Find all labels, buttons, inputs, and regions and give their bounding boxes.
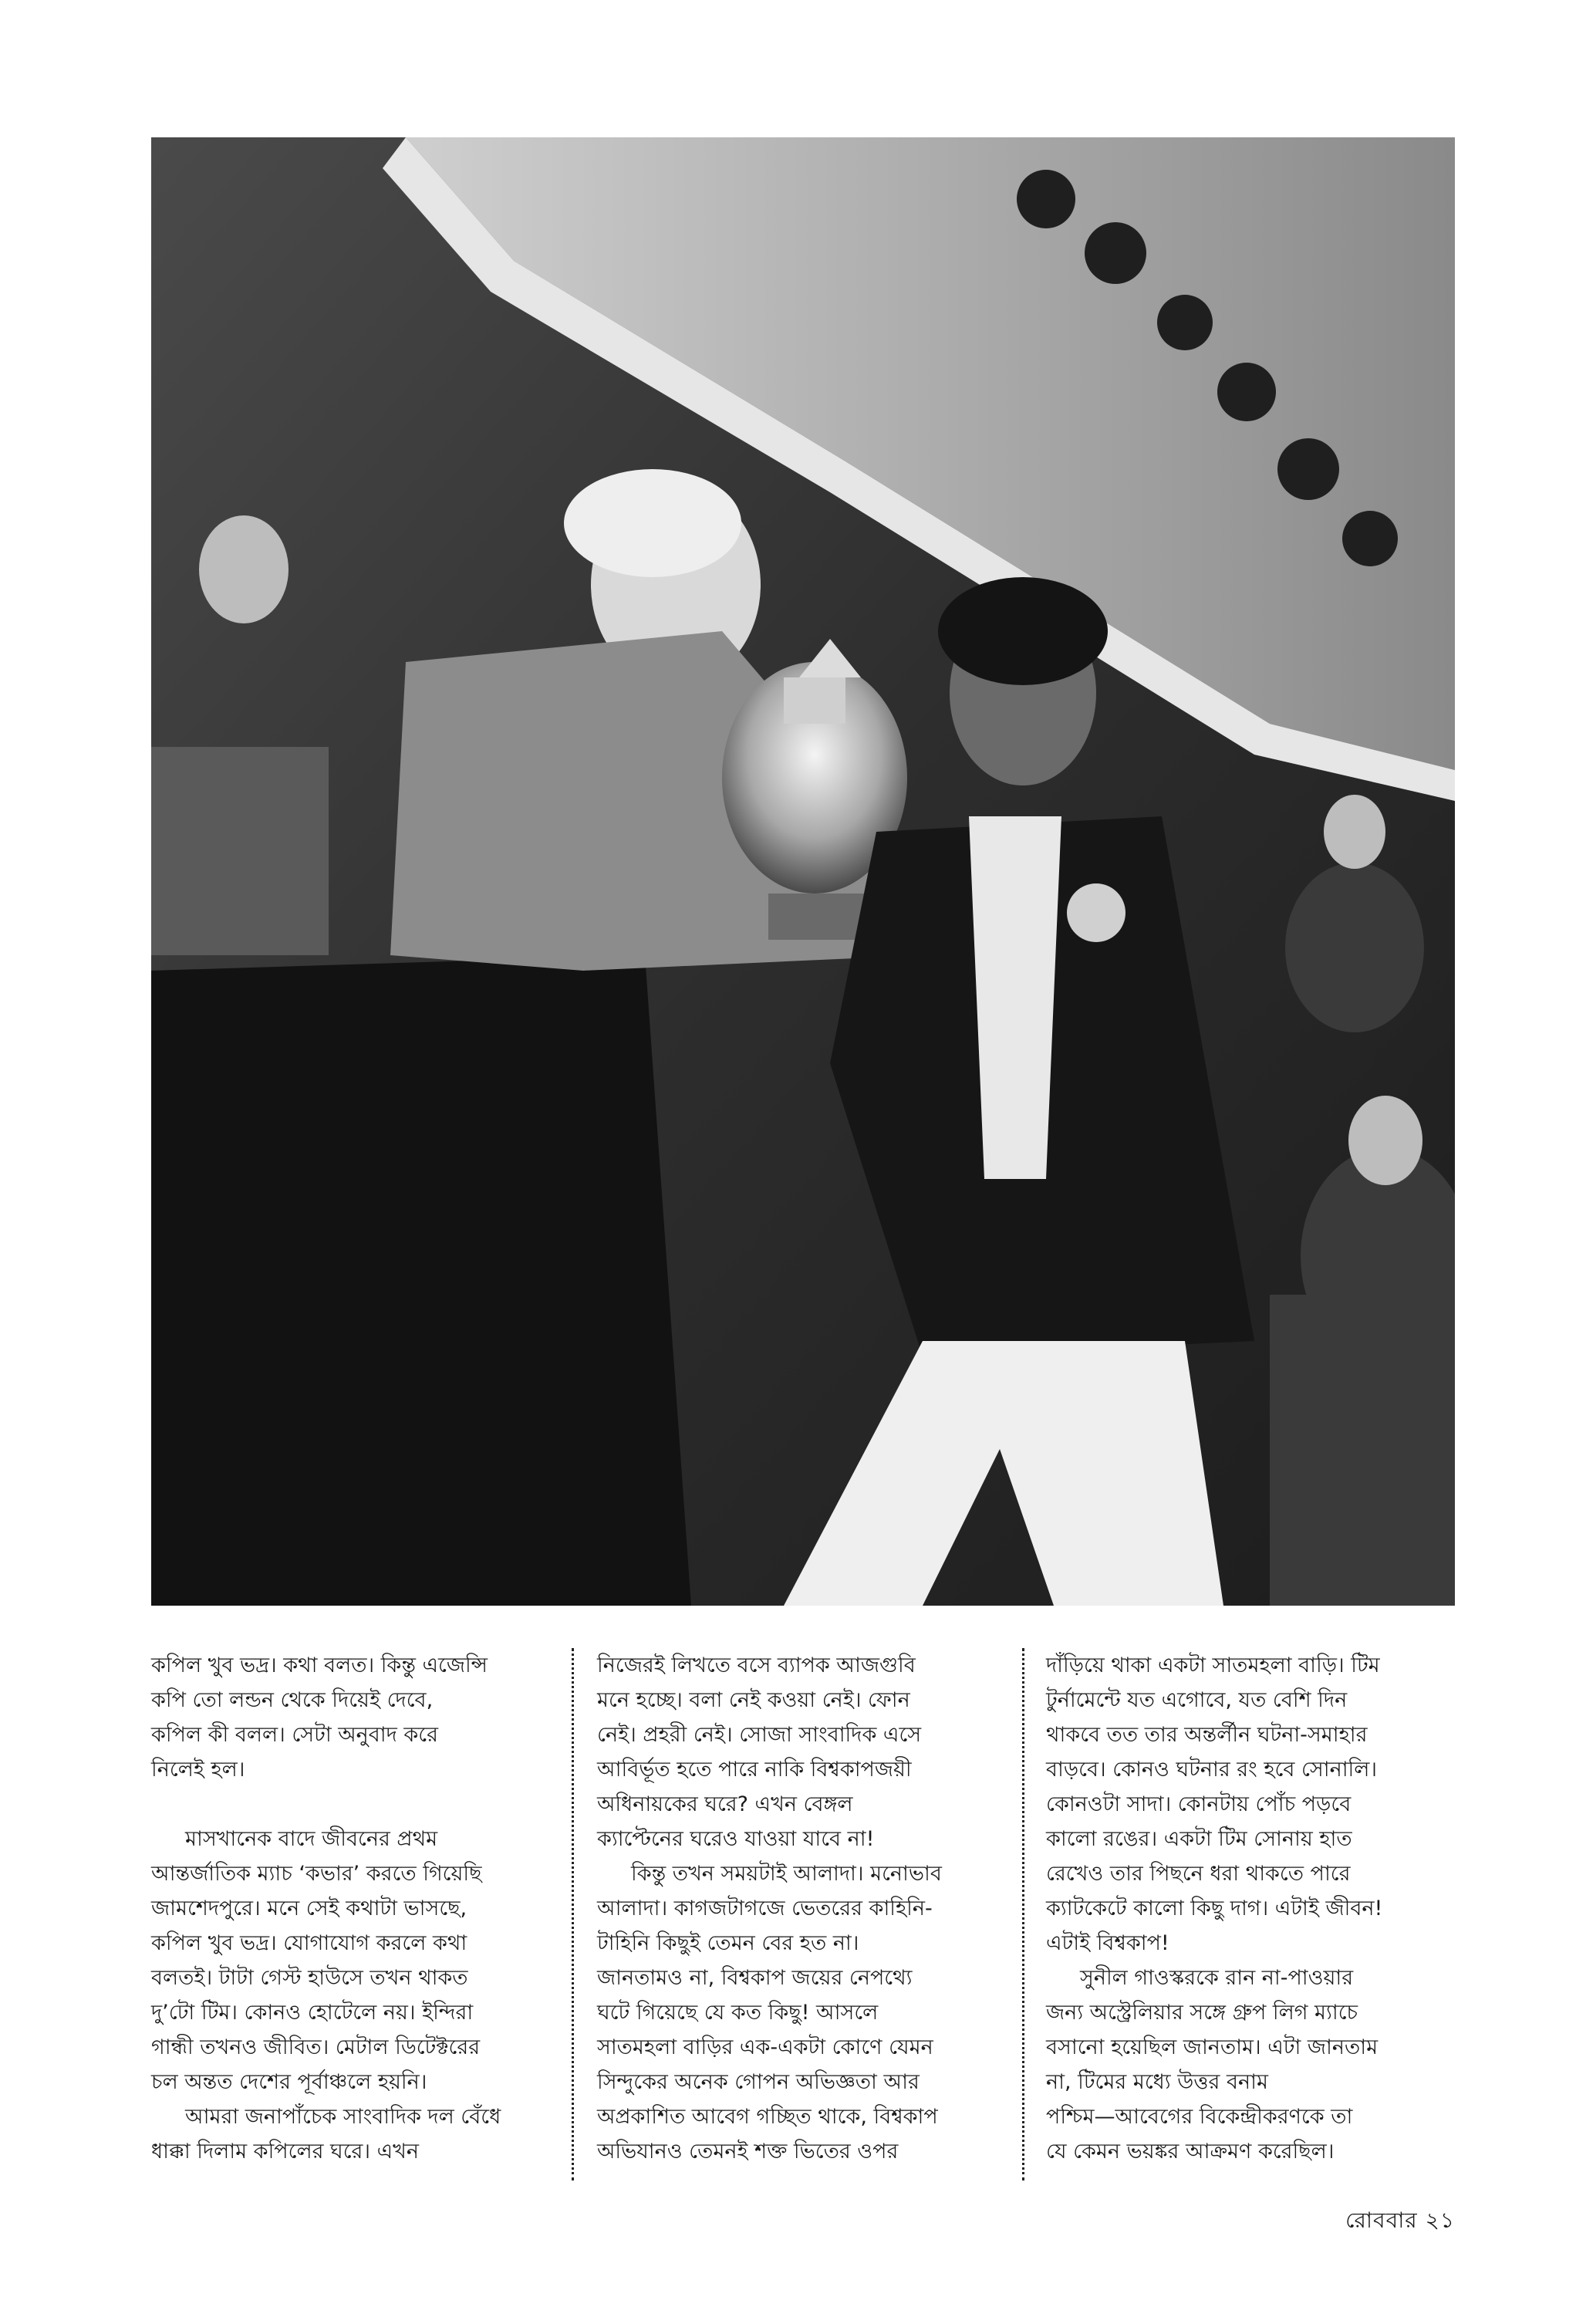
column-divider xyxy=(572,1648,574,2180)
column-divider xyxy=(1022,1648,1024,2180)
paragraph: কপিল খুব ভদ্র। কথা বলত। কিন্তু এজেন্সি কপি তো লন্ডন থেকে দিয়েই দেবে, কপিল কী বলল। সেটা অনুবাদ করে নিলেই হল। xyxy=(151,1653,488,1782)
trophy-presentation-photo xyxy=(151,137,1455,1606)
paragraph: আমরা জনাপাঁচেক সাংবাদিক দল বেঁধে ধাক্কা দিলাম কপিলের ঘরে। এখন xyxy=(151,2105,501,2164)
article-body xyxy=(151,1648,1455,2180)
article-column-3 xyxy=(1046,1648,1455,2169)
paragraph: দাঁড়িয়ে থাকা একটা সাতমহলা বাড়ি। টিম টুর্নামেন্টে যত এগোবে, যত বেশি দিন থাকবে তত তার অন্তর্লীন ঘটনা-সমাহার বাড়বে। কোনও ঘটনার রং হবে সোনালি। কোনওটা সাদা। কোনটায় পোঁচ পড়বে কালো রঙের। একটা টিম সোনায় হাত রেখেও তার পিছনে ধরা থাকতে পারে ক্যাটকেটে কালো কিছু দাগ। এটাই জীবন! এটাই বিশ্বকাপ! xyxy=(1046,1653,1383,1955)
page-folio: রোববার ২১ xyxy=(1345,2207,1455,2233)
paragraph: কিন্তু তখন সময়টাই আলাদা। মনোভাব আলাদা। কাগজটাগজে ভেতরের কাহিনি- টাহিনি কিছুই তেমন বের হত না। জানতামও না, বিশ্বকাপ জয়ের নেপথ্যে ঘটে গিয়েছে যে কত কিছু! আসলে সাতমহলা বাড়ির এক-একটা কোণে যেমন সিন্দুকের অনেক গোপন অভিজ্ঞতা আর অপ্রকাশিত আবেগ গচ্ছিত থাকে, বিশ্বকাপ অভিযানও তেমনই শক্ত ভিতের ওপর xyxy=(597,1862,942,2164)
article-column-1 xyxy=(151,1648,560,2169)
photo-icon xyxy=(151,137,1455,1606)
paragraph: সুনীল গাওস্করকে রান না-পাওয়ার জন্য অস্ট্রেলিয়ার সঙ্গে গ্রুপ লিগ ম্যাচে বসানো হয়েছিল জানতাম। এটা জানতাম না, টিমের মধ্যে উত্তর বনাম পশ্চিম—আবেগের বিকেন্দ্রীকরণকে তা যে কেমন ভয়ঙ্কর আক্রমণ করেছিল। xyxy=(1046,1966,1379,2164)
article-column-2 xyxy=(597,1648,1006,2169)
paragraph: মাসখানেক বাদে জীবনের প্রথম আন্তর্জাতিক ম্যাচ ‘কভার’ করতে গিয়েছি জামশেদপুরে। মনে সেই কথাটা ভাসছে, কপিল খুব ভদ্র। যোগাযোগ করলে কথা বলতই। টাটা গেস্ট হাউসে তখন থাকত দু’টো টিম। কোনও হোটেলে নয়। ইন্দিরা গান্ধী তখনও জীবিত। মেটাল ডিটেক্টরের চল অন্তত দেশের পূর্বাঞ্চলে হয়নি। xyxy=(151,1827,482,2094)
paragraph: নিজেরই লিখতে বসে ব্যাপক আজগুবি মনে হচ্ছে। বলা নেই কওয়া নেই। ফোন নেই। প্রহরী নেই। সোজা সাংবাদিক এসে আবির্ভূত হতে পারে নাকি বিশ্বকাপজয়ী অধিনায়কের ঘরে? এখন বেঙ্গল ক্যাপ্টেনের ঘরেও যাওয়া যাবে না! xyxy=(597,1653,922,1851)
